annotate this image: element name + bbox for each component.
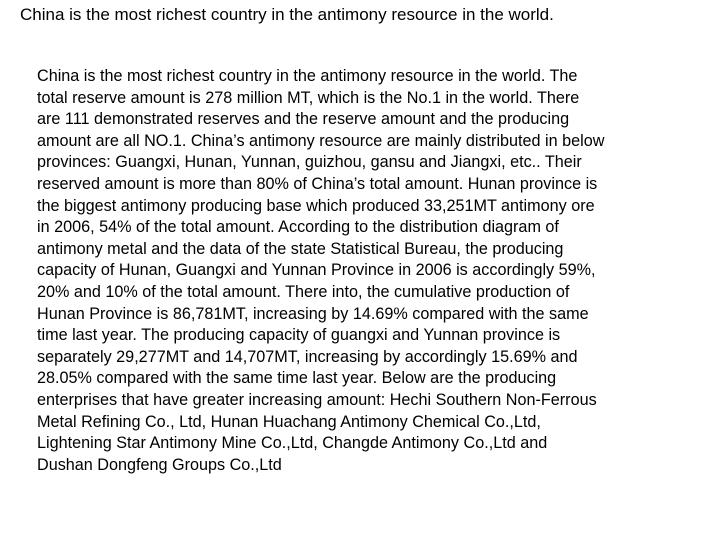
body-line: capacity of Hunan, Guangxi and Yunnan Province in 2006 is accordingly 59%, <box>37 261 596 280</box>
body-line: in 2006, 54% of the total amount. According to the distribution diagram of <box>37 218 559 237</box>
body-line: are 111 demonstrated reserves and the reserve amount and the producing <box>37 110 570 129</box>
body-line: amount are all NO.1. China’s antimony resource are mainly distributed in below <box>37 131 605 150</box>
body-line: antimony metal and the data of the state Statistical Bureau, the producing <box>37 239 564 258</box>
body-line: time last year. The producing capacity of guangxi and Yunnan province is <box>37 326 561 345</box>
body-line: the biggest antimony producing base which produced 33,251MT antimony ore <box>37 196 595 215</box>
body-line: provinces: Guangxi, Hunan, Yunnan, guizhou, gansu and Jiangxi, etc.. Their <box>37 153 582 172</box>
slide-title: China is the most richest country in the antimony resource in the world. <box>20 5 554 24</box>
body-line: enterprises that have greater increasing amount: Hechi Southern Non-Ferrous <box>37 390 597 409</box>
slide-body <box>37 66 657 476</box>
body-line: separately 29,277MT and 14,707MT, increasing by accordingly 15.69% and <box>37 347 578 366</box>
body-line: Dushan Dongfeng Groups Co.,Ltd <box>37 455 282 474</box>
body-line: China is the most richest country in the antimony resource in the world. The <box>37 67 578 85</box>
body-line: 20% and 10% of the total amount. There into, the cumulative production of <box>37 282 570 301</box>
body-line: Hunan Province is 86,781MT, increasing by 14.69% compared with the same <box>37 304 589 323</box>
body-line: total reserve amount is 278 million MT, which is the No.1 in the world. There <box>37 88 580 107</box>
body-line: 28.05% compared with the same time last year. Below are the producing <box>37 369 557 388</box>
body-line: Lightening Star Antimony Mine Co.,Ltd, Changde Antimony Co.,Ltd and <box>37 434 548 453</box>
body-line: reserved amount is more than 80% of China’s total amount. Hunan province is <box>37 174 598 193</box>
body-line: Metal Refining Co., Ltd, Hunan Huachang Antimony Chemical Co.,Ltd, <box>37 412 541 431</box>
